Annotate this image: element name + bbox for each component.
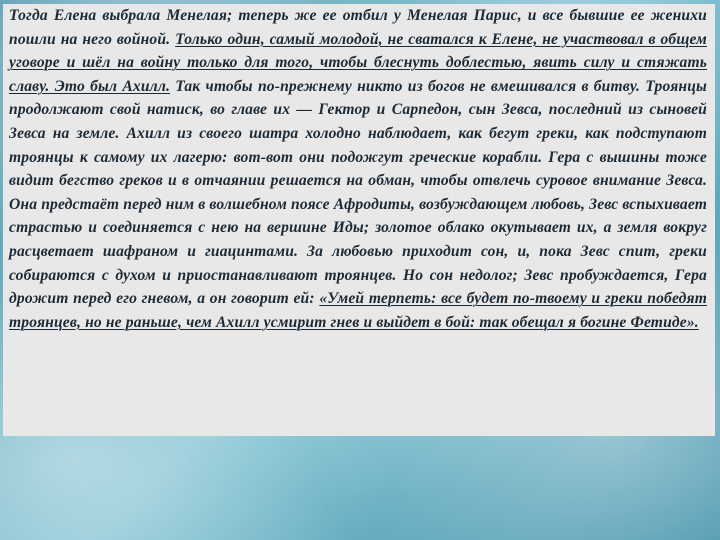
text-panel: [3, 4, 715, 436]
text-segment-zeus-quote-underlined: «Умей терпеть: все будет по-твоему и греки победят троянцев, но не раньше, чем Ахилл усмирит гнев и выйдет в бой: так обещал я богине Фетиде».: [9, 290, 707, 331]
body-paragraph: [9, 4, 707, 334]
text-segment-achilles-underlined: Только один, самый молодой, не сватался к Елене, не участвовал в общем уговоре и шёл на войну только для того, чтобы блеснуть доблестью, явить силу и стяжать славу. Это был Ахилл.: [9, 30, 707, 95]
text-segment-intro: Тогда Елена выбрала Менелая; теперь же ее отбил у Менелая Парис, и все бывшие ее женихи пошли на него войной.: [9, 7, 707, 48]
text-segment-narrative: Так чтобы по-прежнему никто из богов не вмешивался в битву. Троянцы продолжают свой натиск, во главе их — Гектор и Сарпедон, сын Зевса, последний из сыновей Зевса на земле. Ахилл из своего шатра холодно наблюдает, как бегут греки, как подступают троянцы к самому их лагерю: вот-вот они подожгут греческие корабли. Гера с вышины тоже видит бегство греков и в отчаянии решается на обман, чтобы отвлечь суровое внимание Зевса. Она предстаёт перед ним в волшебном поясе Афродиты, возбуждающем любовь, Зевс вспыхивает страстью и соединяется с нею на вершине Иды; золотое облако окутывает их, а земля вокруг расцветает шафраном и гиацинтами. За любовью приходит сон, и, пока Зевс спит, греки собираются с духом и приостанавливают троянцев. Но сон недолог; Зевс пробуждается, Гера дрожит перед его гневом, а он говорит ей:: [9, 77, 707, 308]
